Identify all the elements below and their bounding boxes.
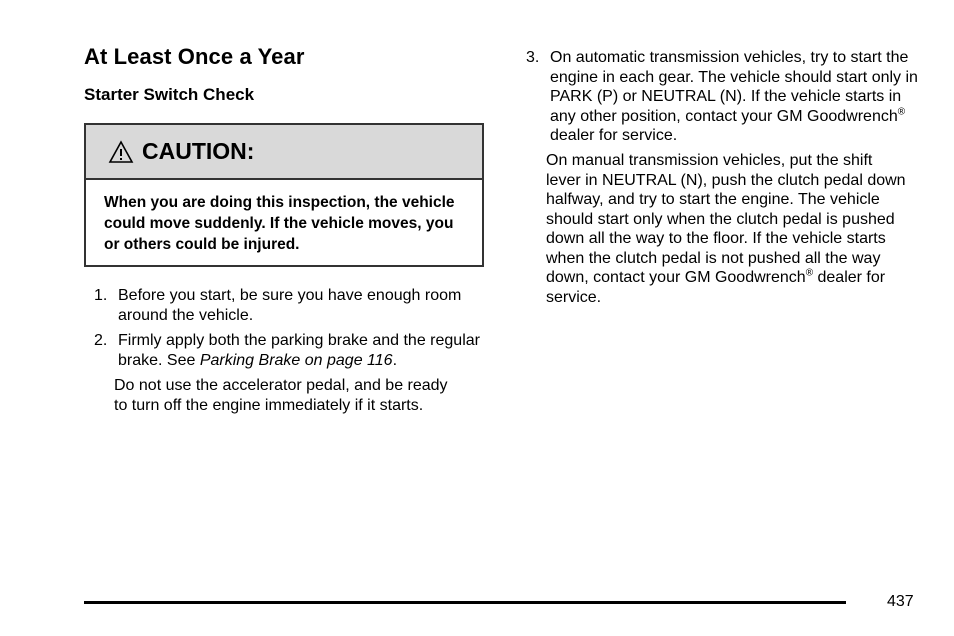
item-3-number: 3. (526, 49, 540, 66)
item-3-note-start: On manual transmission vehicles, put the shift lever in NEUTRAL (N), push the clutch pedal down halfway, and try to start the engine. The vehicle should start only when the clutch pedal is pushed down all the way to the floor. If the vehicle starts when the clutch pedal is not pushed all the way down, contact your GM Goodwrench (546, 152, 906, 286)
warning-triangle-icon (108, 140, 134, 164)
item-3-text (550, 48, 920, 146)
subsection-title: Starter Switch Check (84, 85, 255, 104)
item-3-note-end: dealer for service. (546, 269, 886, 306)
item-2-text-start: Firmly apply both the parking brake and the regular brake. See (118, 332, 480, 369)
parking-brake-reference: Parking Brake on page 116 (199, 351, 393, 369)
item-2-text-end: . (392, 351, 398, 369)
caution-header (86, 125, 482, 180)
item-3-text-start: On automatic transmission vehicles, try to start the engine in each gear. The vehicle should start only in PARK (P) or NEUTRAL (N). If the vehicle starts in any other position, contact your GM Goodwrench (550, 49, 918, 125)
item-1-text: Before you start, be sure you have enough room around the vehicle. (118, 287, 462, 324)
item-3-note (546, 151, 906, 307)
item-1-number: 1. (94, 287, 108, 304)
item-2-text (118, 331, 488, 370)
registered-mark: ® (897, 106, 906, 118)
page-number: 437 (887, 593, 914, 610)
caution-text: When you are doing this inspection, the vehicle could move suddenly. If the vehicle moves, you or others could be injured. (104, 194, 455, 253)
item-3-text-end: dealer for service. (550, 127, 678, 144)
caution-box (84, 123, 484, 267)
footer-rule (84, 601, 846, 604)
registered-mark: ® (805, 267, 814, 279)
caution-title: CAUTION: (142, 138, 255, 164)
section-title: At Least Once a Year (84, 44, 305, 69)
item-2-number: 2. (94, 332, 108, 349)
item-2-note: Do not use the accelerator pedal, and be ready to turn off the engine immediately if it starts. (114, 377, 448, 414)
